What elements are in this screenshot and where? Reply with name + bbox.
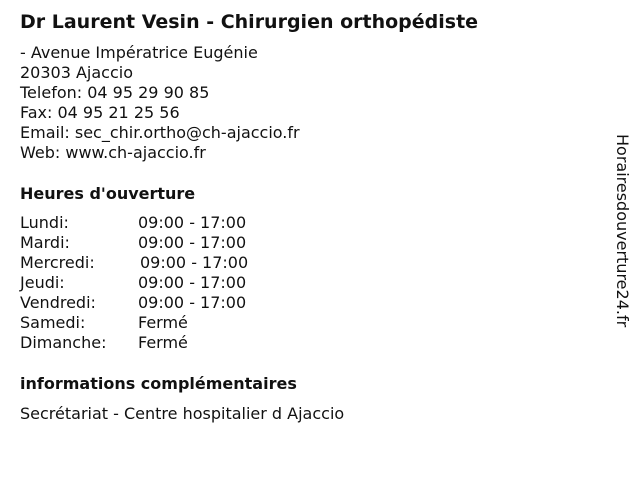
hours-day: Jeudi: <box>20 273 65 292</box>
fax-number: Fax: 04 95 21 25 56 <box>20 103 180 122</box>
hours-day: Vendredi: <box>20 293 96 312</box>
website: Web: www.ch-ajaccio.fr <box>20 143 206 162</box>
hours-day: Samedi: <box>20 313 86 332</box>
hours-day: Lundi: <box>20 213 69 232</box>
address-city: 20303 Ajaccio <box>20 63 134 82</box>
hours-day: Mardi: <box>20 233 70 252</box>
address-street: - Avenue Impératrice Eugénie <box>20 43 258 62</box>
hours-day: Mercredi: <box>20 253 95 272</box>
hours-time: 09:00 - 17:00 <box>138 273 247 292</box>
additional-info-text: Secrétariat - Centre hospitalier d Ajaccio <box>20 404 345 423</box>
opening-hours-heading: Heures d'ouverture <box>20 184 196 203</box>
email-address: Email: sec_chir.ortho@ch-ajaccio.fr <box>20 123 300 142</box>
hours-time: Fermé <box>138 313 188 332</box>
hours-time: 09:00 - 17:00 <box>138 233 247 252</box>
hours-time: 09:00 - 17:00 <box>138 213 247 232</box>
hours-time: Fermé <box>138 333 188 352</box>
site-watermark: Horairesdouverture24.fr <box>613 134 632 328</box>
additional-info-heading: informations complémentaires <box>20 374 297 393</box>
contact-block <box>20 43 300 163</box>
hours-time: 09:00 - 17:00 <box>140 253 249 272</box>
phone-number: Telefon: 04 95 29 90 85 <box>20 83 210 102</box>
hours-day: Dimanche: <box>20 333 107 352</box>
page-title: Dr Laurent Vesin - Chirurgien orthopédiste <box>20 11 479 33</box>
hours-time: 09:00 - 17:00 <box>138 293 247 312</box>
